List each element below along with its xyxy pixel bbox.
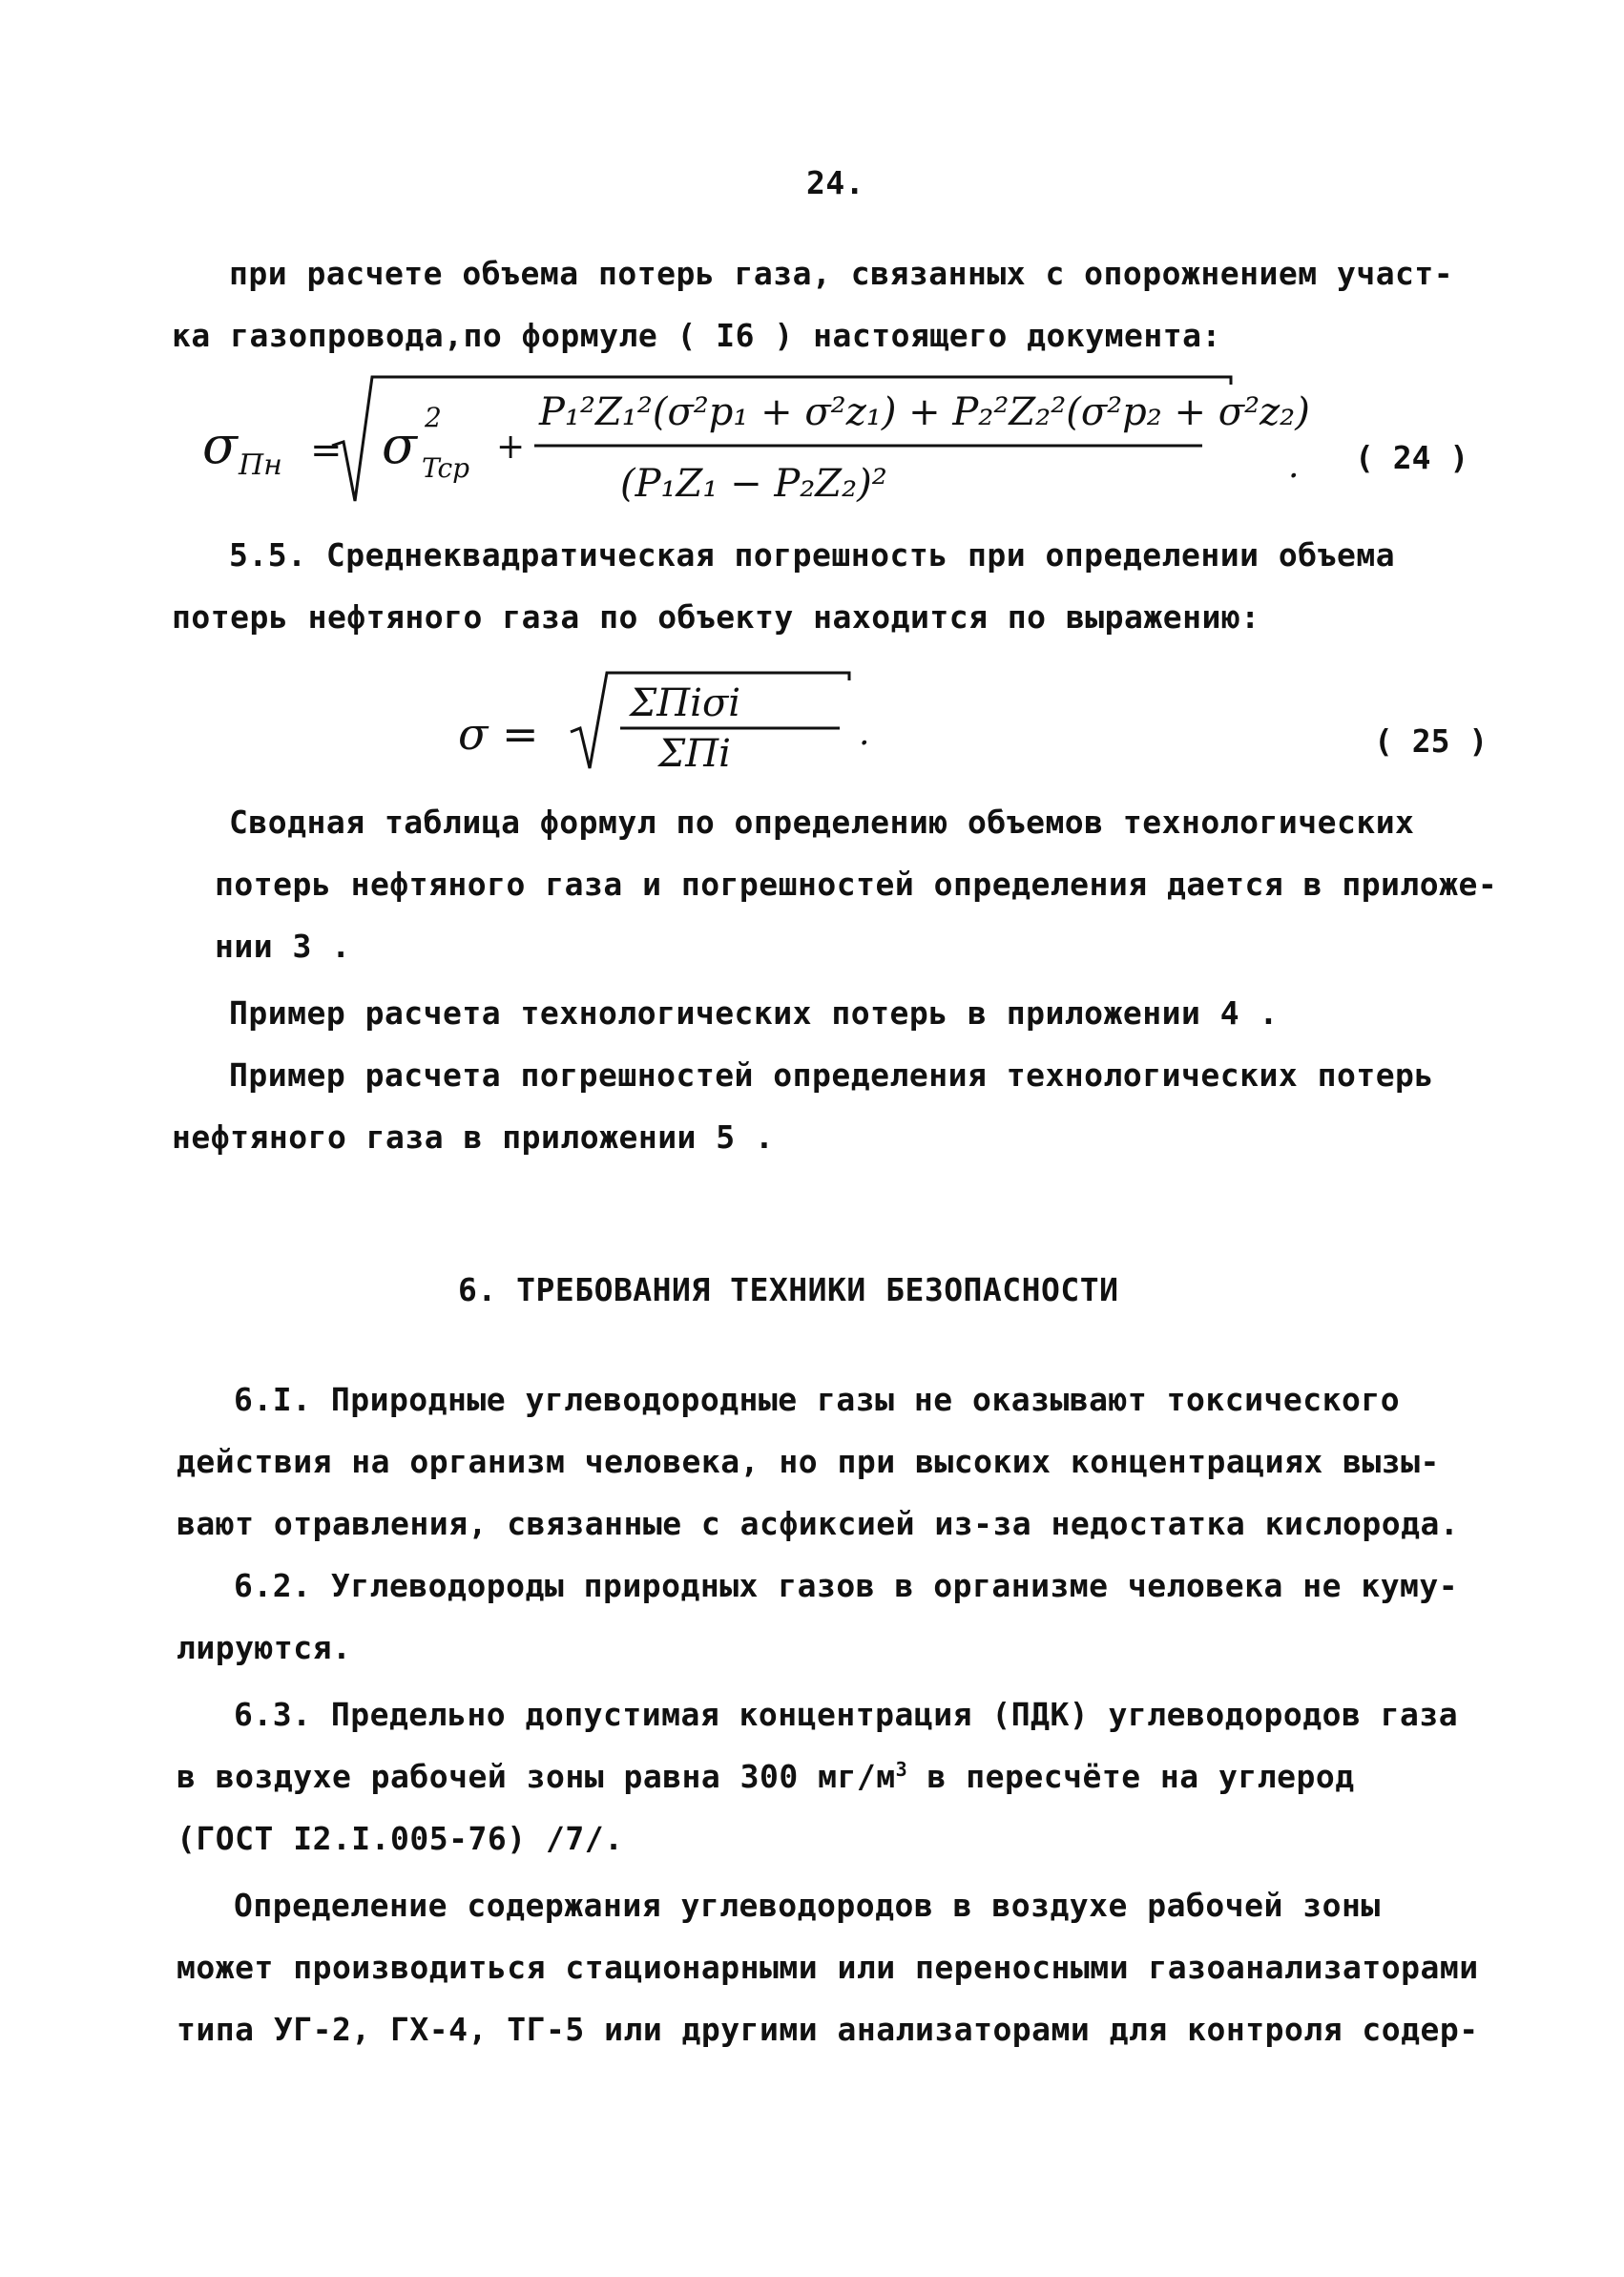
page-number: 24. (806, 164, 865, 201)
example-err-line-1: Пример расчета погрешностей определения технологических потерь (229, 1056, 1434, 1094)
formula-25-lhs: σ = (458, 708, 539, 760)
section-6-title: 6. ТРЕБОВАНИЯ ТЕХНИКИ БЕЗОПАСНОСТИ (458, 1271, 1119, 1308)
formula-24-numerator: P₁²Z₁²(σ²p₁ + σ²z₁) + P₂²Z₂²(σ²p₂ + σ²z₂) (539, 390, 1310, 434)
intro-line-1: при расчете объема потерь газа, связанных с опорожнением участ- (229, 255, 1454, 292)
para-6-3-line-1: 6.3. Предельно допустимая концентрация (ПДК) углеводородов газа (234, 1696, 1459, 1733)
formula-24-t-sup: 2 (425, 402, 442, 433)
formula-24-lhs: σ (202, 415, 238, 475)
example-err-line-2: нефтяного газа в приложении 5 . (172, 1118, 775, 1156)
para-5-5-line-2: потерь нефтяного газа по объекту находится по выражению: (172, 598, 1260, 636)
formula-25 (439, 663, 878, 778)
formula-25-numerator: ΣПiσi (630, 681, 741, 725)
para-6-3-line-3: (ГОСТ I2.I.005-76) /7/. (177, 1820, 624, 1857)
summary-line-1: Сводная таблица формул по определению объемов технологических (229, 804, 1415, 841)
para-6-3-line-2 (177, 1756, 1355, 1798)
detect-line-3: типа УГ-2, ГХ-4, ТГ-5 или другими анализаторами для контроля содер- (177, 2011, 1479, 2048)
detect-line-2: может производиться стационарными или переносными газоанализаторами (177, 1949, 1479, 1986)
summary-line-3: нии 3 . (215, 928, 351, 965)
formula-25-denominator: ΣПi (658, 732, 731, 776)
formula-24-number: ( 24 ) (1355, 439, 1469, 476)
formula-24-equals: = (310, 428, 343, 472)
para-6-2-line-2: лируются. (177, 1629, 352, 1666)
para-6-1-line-2: действия на организм человека, но при высоких концентрациях вызы- (177, 1443, 1440, 1480)
formula-24 (191, 367, 1450, 520)
para-6-3-superscript: 3 (895, 1758, 908, 1781)
formula-25-dot: . (859, 714, 870, 753)
summary-line-2: потерь нефтяного газа и погрешностей определения дается в приложе- (215, 866, 1498, 903)
detect-line-1: Определение содержания углеводородов в воздухе рабочей зоны (234, 1887, 1381, 1924)
intro-line-2: ка газопровода,по формуле ( I6 ) настоящего документа: (172, 317, 1221, 354)
formula-24-t: σ (382, 415, 417, 475)
para-6-3-line-2-text: в воздухе рабочей зоны равна 300 мг/м (177, 1758, 896, 1795)
para-6-1-line-1: 6.I. Природные углеводородные газы не оказывают токсического (234, 1381, 1401, 1418)
para-6-1-line-3: вают отравления, связанные с асфиксией из-за недостатка кислорода. (177, 1505, 1460, 1542)
formula-24-t-sub: Tcp (422, 452, 470, 484)
formula-24-lhs-sub: Пн (239, 449, 282, 482)
para-6-2-line-1: 6.2. Углеводороды природных газов в организме человека не куму- (234, 1567, 1459, 1604)
para-6-3-line-2-tail: в пересчёте на углерод (907, 1758, 1355, 1795)
formula-25-number: ( 25 ) (1374, 722, 1489, 760)
formula-24-plus: + (496, 428, 526, 467)
formula-24-denominator: (P₁Z₁ − P₂Z₂)² (620, 462, 887, 506)
formula-24-dot: . (1288, 447, 1300, 486)
example-calc-line: Пример расчета технологических потерь в приложении 4 . (229, 994, 1279, 1032)
para-5-5-line-1: 5.5. Среднеквадратическая погрешность при определении объема (229, 536, 1396, 574)
